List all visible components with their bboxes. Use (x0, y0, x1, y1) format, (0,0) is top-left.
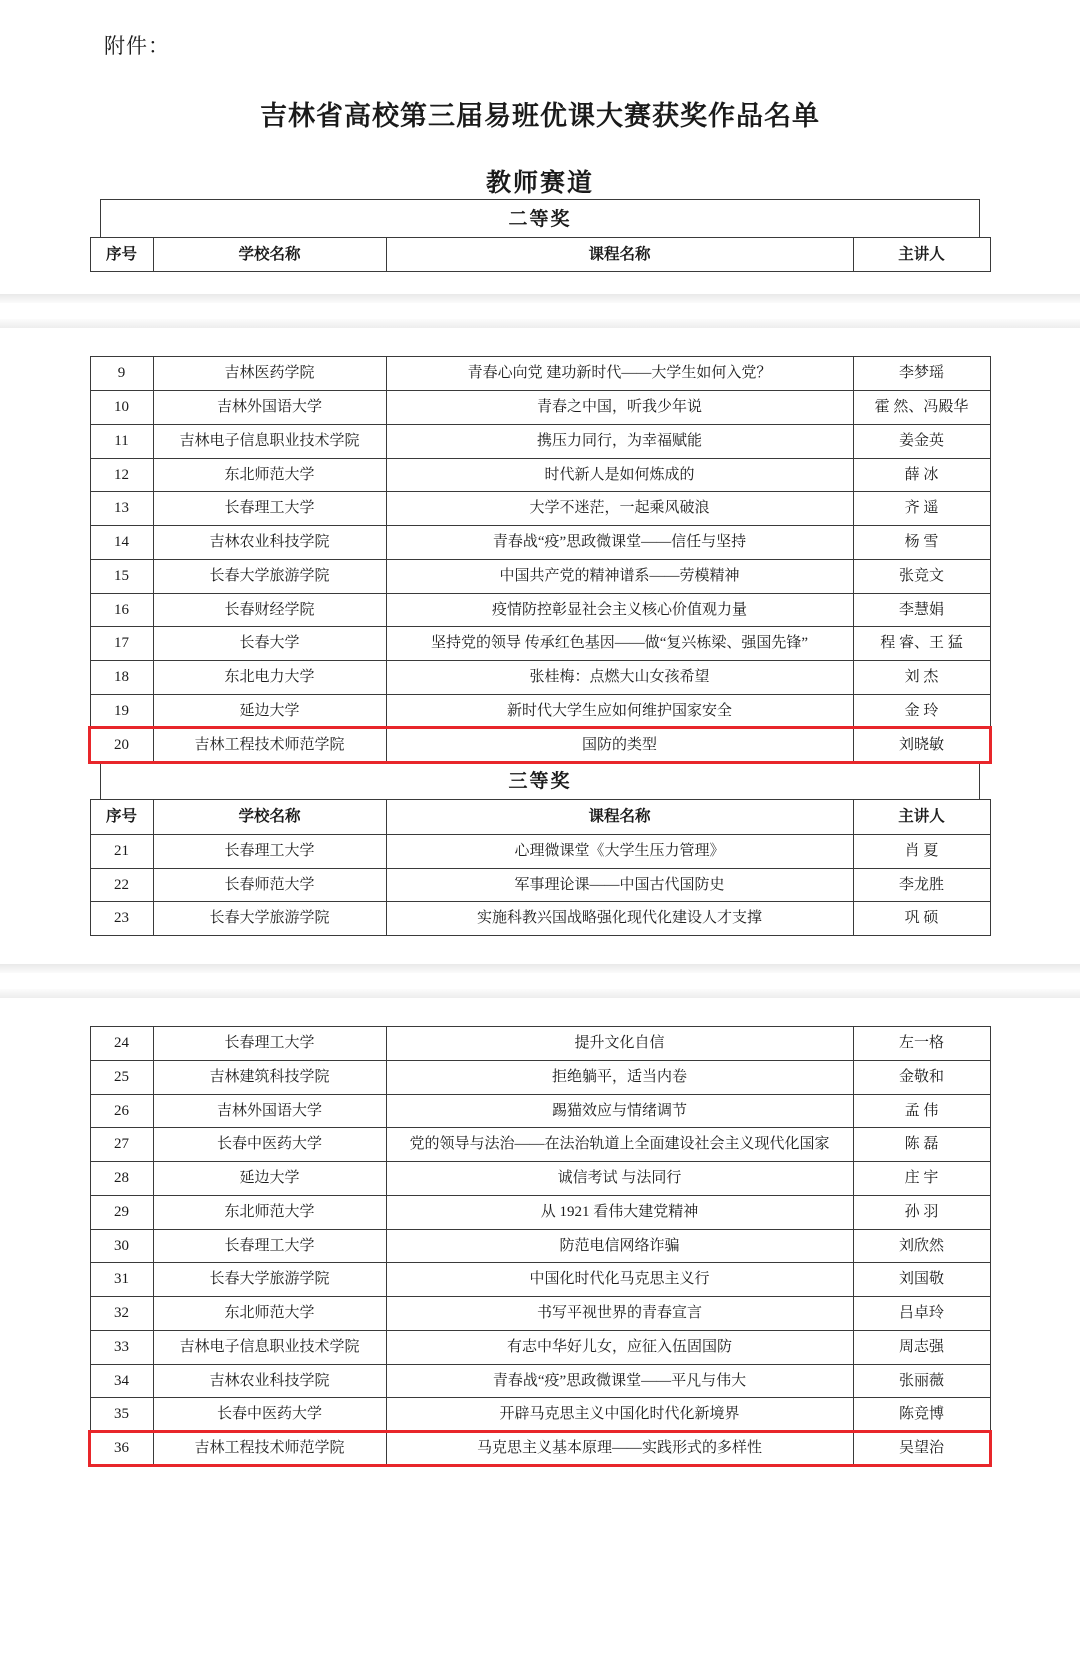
cell-course: 书写平视世界的青春宣言 (386, 1297, 853, 1331)
cell-course: 提升文化自信 (386, 1027, 853, 1061)
column-header-course: 课程名称 (386, 800, 853, 834)
cell-course: 青春心向党 建功新时代——大学生如何入党？ (386, 357, 853, 391)
cell-school: 长春大学 (153, 627, 386, 661)
cell-no: 29 (90, 1195, 153, 1229)
cell-school: 吉林医药学院 (153, 357, 386, 391)
cell-lecturer: 孙 羽 (853, 1195, 990, 1229)
cell-school: 吉林外国语大学 (153, 391, 386, 425)
column-header-lecturer: 主讲人 (853, 800, 990, 834)
cell-lecturer: 孟 伟 (853, 1094, 990, 1128)
table-row (90, 694, 990, 728)
cell-no: 28 (90, 1162, 153, 1196)
cell-school: 吉林工程技术师范学院 (153, 728, 386, 762)
cell-school: 延边大学 (153, 694, 386, 728)
cell-course: 诚信考试 与法同行 (386, 1162, 853, 1196)
cell-school: 长春理工大学 (153, 834, 386, 868)
award-heading-second: 二等奖 (100, 199, 980, 237)
table-header-row (90, 238, 990, 272)
cell-course: 携压力同行，为幸福赋能 (386, 424, 853, 458)
table-row (90, 834, 990, 868)
cell-lecturer: 金 玲 (853, 694, 990, 728)
cell-lecturer: 周志强 (853, 1330, 990, 1364)
table-row (90, 1297, 990, 1331)
cell-school: 东北师范大学 (153, 458, 386, 492)
cell-lecturer: 刘欣然 (853, 1229, 990, 1263)
page-title: 吉林省高校第三届易班优课大赛获奖作品名单 (260, 101, 820, 131)
cell-school: 东北电力大学 (153, 661, 386, 695)
cell-no: 17 (90, 627, 153, 661)
cell-course: 新时代大学生应如何维护国家安全 (386, 694, 853, 728)
cell-no: 26 (90, 1094, 153, 1128)
column-header-school: 学校名称 (153, 238, 386, 272)
cell-lecturer: 陈 磊 (853, 1128, 990, 1162)
cell-course: 国防的类型 (386, 728, 853, 762)
attachment-label: 附件： (104, 34, 170, 58)
cell-course: 坚持党的领导 传承红色基因——做“复兴栋梁、强国先锋” (386, 627, 853, 661)
table-row (90, 1364, 990, 1398)
cell-course: 踢猫效应与情绪调节 (386, 1094, 853, 1128)
table-row (90, 1432, 990, 1466)
cell-lecturer: 刘 杰 (853, 661, 990, 695)
cell-no: 34 (90, 1364, 153, 1398)
cell-school: 长春大学旅游学院 (153, 902, 386, 936)
cell-no: 21 (90, 834, 153, 868)
column-header-no: 序号 (90, 238, 153, 272)
cell-lecturer: 刘晓敏 (853, 728, 990, 762)
cell-lecturer: 肖 夏 (853, 834, 990, 868)
cell-school: 吉林工程技术师范学院 (153, 1432, 386, 1466)
cell-school: 长春大学旅游学院 (153, 559, 386, 593)
cell-school: 东北师范大学 (153, 1195, 386, 1229)
cell-lecturer: 李梦瑶 (853, 357, 990, 391)
cell-school: 长春理工大学 (153, 1229, 386, 1263)
cell-no: 15 (90, 559, 153, 593)
cell-lecturer: 陈竞博 (853, 1398, 990, 1432)
cell-school: 东北师范大学 (153, 1297, 386, 1331)
cell-course: 中国共产党的精神谱系——劳模精神 (386, 559, 853, 593)
table-row (90, 559, 990, 593)
page-break-separator-1 (0, 294, 1080, 328)
cell-no: 18 (90, 661, 153, 695)
cell-no: 33 (90, 1330, 153, 1364)
table-row (90, 728, 990, 762)
cell-lecturer: 刘国敬 (853, 1263, 990, 1297)
cell-lecturer: 庄 宇 (853, 1162, 990, 1196)
document-segment-top (0, 0, 1080, 294)
table-row (90, 1229, 990, 1263)
cell-no: 13 (90, 492, 153, 526)
page-break-separator-2 (0, 964, 1080, 998)
cell-lecturer: 左一格 (853, 1027, 990, 1061)
cell-school: 长春中医药大学 (153, 1128, 386, 1162)
cell-no: 25 (90, 1060, 153, 1094)
cell-lecturer: 霍 然、冯殿华 (853, 391, 990, 425)
cell-school: 长春财经学院 (153, 593, 386, 627)
cell-school: 吉林农业科技学院 (153, 526, 386, 560)
document-segment-bottom (0, 998, 1080, 1466)
column-header-course: 课程名称 (386, 238, 853, 272)
cell-course: 马克思主义基本原理——实践形式的多样性 (386, 1432, 853, 1466)
cell-school: 长春中医药大学 (153, 1398, 386, 1432)
cell-course: 军事理论课——中国古代国防史 (386, 868, 853, 902)
cell-school: 延边大学 (153, 1162, 386, 1196)
table-row (90, 1027, 990, 1061)
cell-course: 党的领导与法治——在法治轨道上全面建设社会主义现代化国家 (386, 1128, 853, 1162)
table-row (90, 1263, 990, 1297)
cell-lecturer: 姜金英 (853, 424, 990, 458)
column-header-no: 序号 (90, 800, 153, 834)
table-row (90, 526, 990, 560)
cell-no: 14 (90, 526, 153, 560)
cell-school: 吉林电子信息职业技术学院 (153, 1330, 386, 1364)
cell-no: 12 (90, 458, 153, 492)
cell-course: 青春之中国，听我少年说 (386, 391, 853, 425)
cell-course: 青春战“疫”思政微课堂——信任与坚持 (386, 526, 853, 560)
cell-course: 张桂梅：点燃大山女孩希望 (386, 661, 853, 695)
table-row (90, 593, 990, 627)
table-row (90, 1162, 990, 1196)
cell-no: 9 (90, 357, 153, 391)
cell-no: 24 (90, 1027, 153, 1061)
cell-lecturer: 张丽薇 (853, 1364, 990, 1398)
cell-no: 35 (90, 1398, 153, 1432)
awards-table-third (90, 799, 991, 936)
table-row (90, 661, 990, 695)
table-row (90, 424, 990, 458)
track-title: 教师赛道 (485, 170, 594, 197)
cell-no: 30 (90, 1229, 153, 1263)
cell-lecturer: 张竞文 (853, 559, 990, 593)
table-row (90, 458, 990, 492)
cell-no: 36 (90, 1432, 153, 1466)
awards-table-second-continued (90, 356, 991, 762)
cell-lecturer: 李龙胜 (853, 868, 990, 902)
cell-no: 31 (90, 1263, 153, 1297)
cell-school: 吉林建筑科技学院 (153, 1060, 386, 1094)
cell-course: 实施科教兴国战略强化现代化建设人才支撑 (386, 902, 853, 936)
cell-course: 拒绝躺平，适当内卷 (386, 1060, 853, 1094)
cell-course: 防范电信网络诈骗 (386, 1229, 853, 1263)
cell-no: 20 (90, 728, 153, 762)
cell-course: 青春战“疫”思政微课堂——平凡与伟大 (386, 1364, 853, 1398)
table-row (90, 391, 990, 425)
table-row (90, 492, 990, 526)
cell-course: 时代新人是如何炼成的 (386, 458, 853, 492)
table-row (90, 1094, 990, 1128)
awards-table-third-continued (90, 1026, 991, 1466)
cell-lecturer: 吕卓玲 (853, 1297, 990, 1331)
cell-school: 吉林外国语大学 (153, 1094, 386, 1128)
cell-no: 10 (90, 391, 153, 425)
cell-school: 长春理工大学 (153, 492, 386, 526)
cell-course: 大学不迷茫，一起乘风破浪 (386, 492, 853, 526)
cell-course: 从 1921 看伟大建党精神 (386, 1195, 853, 1229)
table-row (90, 868, 990, 902)
cell-course: 开辟马克思主义中国化时代化新境界 (386, 1398, 853, 1432)
cell-course: 心理微课堂《大学生压力管理》 (386, 834, 853, 868)
table-row (90, 1398, 990, 1432)
cell-no: 16 (90, 593, 153, 627)
cell-school: 吉林农业科技学院 (153, 1364, 386, 1398)
cell-lecturer: 薛 冰 (853, 458, 990, 492)
cell-school: 长春理工大学 (153, 1027, 386, 1061)
table-row (90, 627, 990, 661)
document-segment-middle (0, 328, 1080, 964)
table-row (90, 1195, 990, 1229)
table-header-second (90, 237, 991, 272)
cell-school: 吉林电子信息职业技术学院 (153, 424, 386, 458)
cell-lecturer: 程 睿、王 猛 (853, 627, 990, 661)
cell-no: 32 (90, 1297, 153, 1331)
cell-lecturer: 吴望治 (853, 1432, 990, 1466)
cell-no: 27 (90, 1128, 153, 1162)
cell-lecturer: 杨 雪 (853, 526, 990, 560)
cell-lecturer: 巩 硕 (853, 902, 990, 936)
cell-no: 22 (90, 868, 153, 902)
cell-lecturer: 李慧娟 (853, 593, 990, 627)
cell-course: 中国化时代化马克思主义行 (386, 1263, 853, 1297)
table-header-row (90, 800, 990, 834)
cell-course: 有志中华好儿女，应征入伍固国防 (386, 1330, 853, 1364)
cell-no: 19 (90, 694, 153, 728)
cell-no: 11 (90, 424, 153, 458)
table-row (90, 902, 990, 936)
column-header-lecturer: 主讲人 (853, 238, 990, 272)
cell-school: 长春大学旅游学院 (153, 1263, 386, 1297)
column-header-school: 学校名称 (153, 800, 386, 834)
table-row (90, 357, 990, 391)
table-row (90, 1330, 990, 1364)
cell-lecturer: 齐 遥 (853, 492, 990, 526)
cell-no: 23 (90, 902, 153, 936)
cell-school: 长春师范大学 (153, 868, 386, 902)
award-heading-third: 三等奖 (100, 762, 980, 799)
table-row (90, 1128, 990, 1162)
cell-lecturer: 金敬和 (853, 1060, 990, 1094)
cell-course: 疫情防控彰显社会主义核心价值观力量 (386, 593, 853, 627)
table-row (90, 1060, 990, 1094)
